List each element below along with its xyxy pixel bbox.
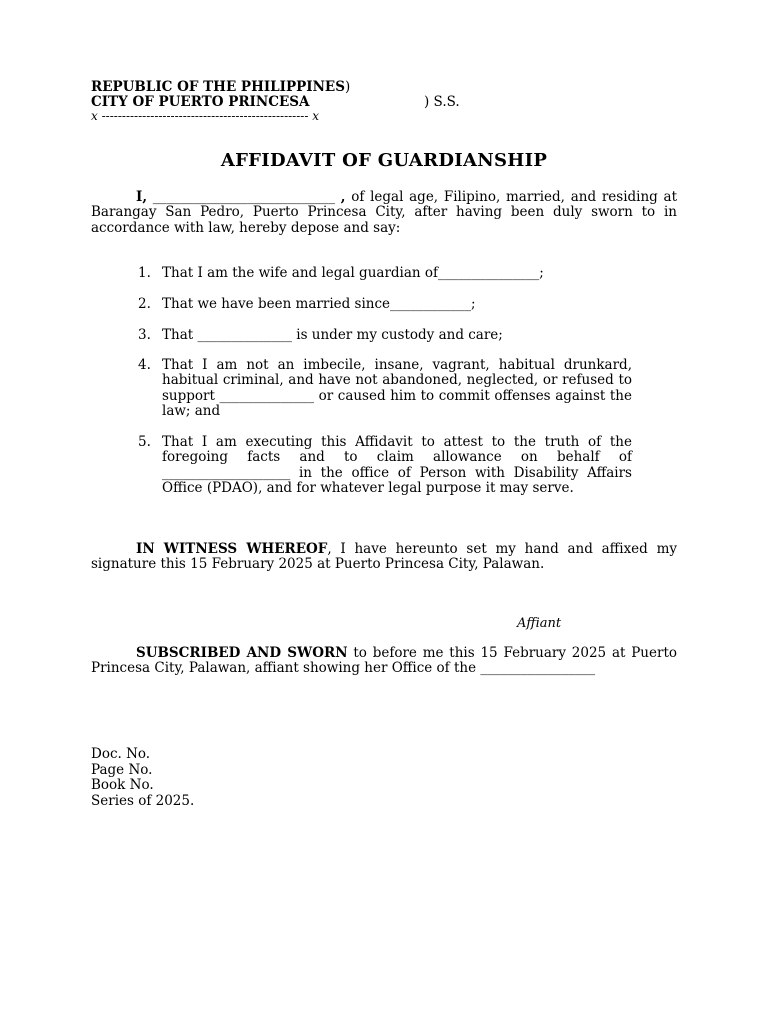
affiant-label: Affiant (517, 616, 562, 631)
intro-text: of legal age, Filipino, married, and residing at Barangay San Pedro, Puerto Princesa City, after having been duly sworn to in accordance with law, hereby depose and say: (91, 189, 678, 236)
caption-divider (91, 109, 319, 123)
item-text: That I am the wife and legal guardian of_______________; (162, 265, 544, 281)
ss-label: ) S.S. (424, 94, 460, 110)
list-item (138, 358, 632, 420)
list-item (138, 328, 632, 343)
item-number: 2. (138, 296, 151, 312)
document-title: AFFIDAVIT OF GUARDIANSHIP (220, 150, 548, 171)
series: Series of 2025. (91, 792, 195, 809)
republic-label: REPUBLIC OF THE PHILIPPINES (91, 79, 345, 95)
intro-lead: I, (136, 189, 148, 205)
item-text: That I am not an imbecile, insane, vagrant, habitual drunkard, habitual criminal, and have not abandoned, neglected, or refused to support ______________ or caused him to commit offenses against the law; and (162, 357, 632, 420)
item-number: 1. (138, 265, 151, 281)
x-left: x (91, 109, 98, 123)
list-item (138, 297, 632, 312)
caption-line-1 (91, 79, 350, 95)
name-blank: ___________________________ (152, 189, 336, 205)
item-number: 3. (138, 327, 151, 343)
witness-lead: IN WITNESS WHEREOF (136, 541, 328, 557)
item-text: That we have been married since____________; (162, 296, 476, 312)
sworn-lead: SUBSCRIBED AND SWORN (136, 645, 348, 661)
notarial-footer (91, 747, 194, 809)
city-label: CITY OF PUERTO PRINCESA (91, 94, 310, 110)
book-no: Book No. (91, 777, 154, 793)
item-text: That I am executing this Affidavit to attest to the truth of the foregoing facts and to claim allowance on behalf of ___________________ in the office of Person with Disability Affairs Office (PDAO), and for whatever legal purpose it may serve. (162, 434, 632, 497)
list-item (138, 435, 632, 497)
intro-paragraph (91, 190, 677, 236)
list-item (138, 266, 632, 281)
dash-line: --------------------------------------------------- (101, 109, 309, 123)
doc-no: Doc. No. (91, 746, 151, 762)
intro-comma: , (340, 189, 346, 205)
sworn-text: to before me this 15 February 2025 at Puerto Princesa City, Palawan, affiant showing her Office of the (91, 645, 677, 677)
office-blank: _________________ (480, 660, 596, 677)
item-number: 4. (138, 357, 151, 373)
page-no: Page No. (91, 761, 153, 778)
x-right: x (312, 109, 320, 123)
caption-paren: ) (344, 79, 351, 95)
item-number: 5. (138, 434, 151, 450)
witness-text: , I have hereunto set my hand and affixed my signature this 15 February 2025 at Puerto Princesa City, Palawan. (91, 541, 677, 573)
witness-paragraph (91, 542, 677, 573)
item-text: That ______________ is under my custody and care; (162, 327, 503, 343)
sworn-paragraph (91, 646, 677, 677)
